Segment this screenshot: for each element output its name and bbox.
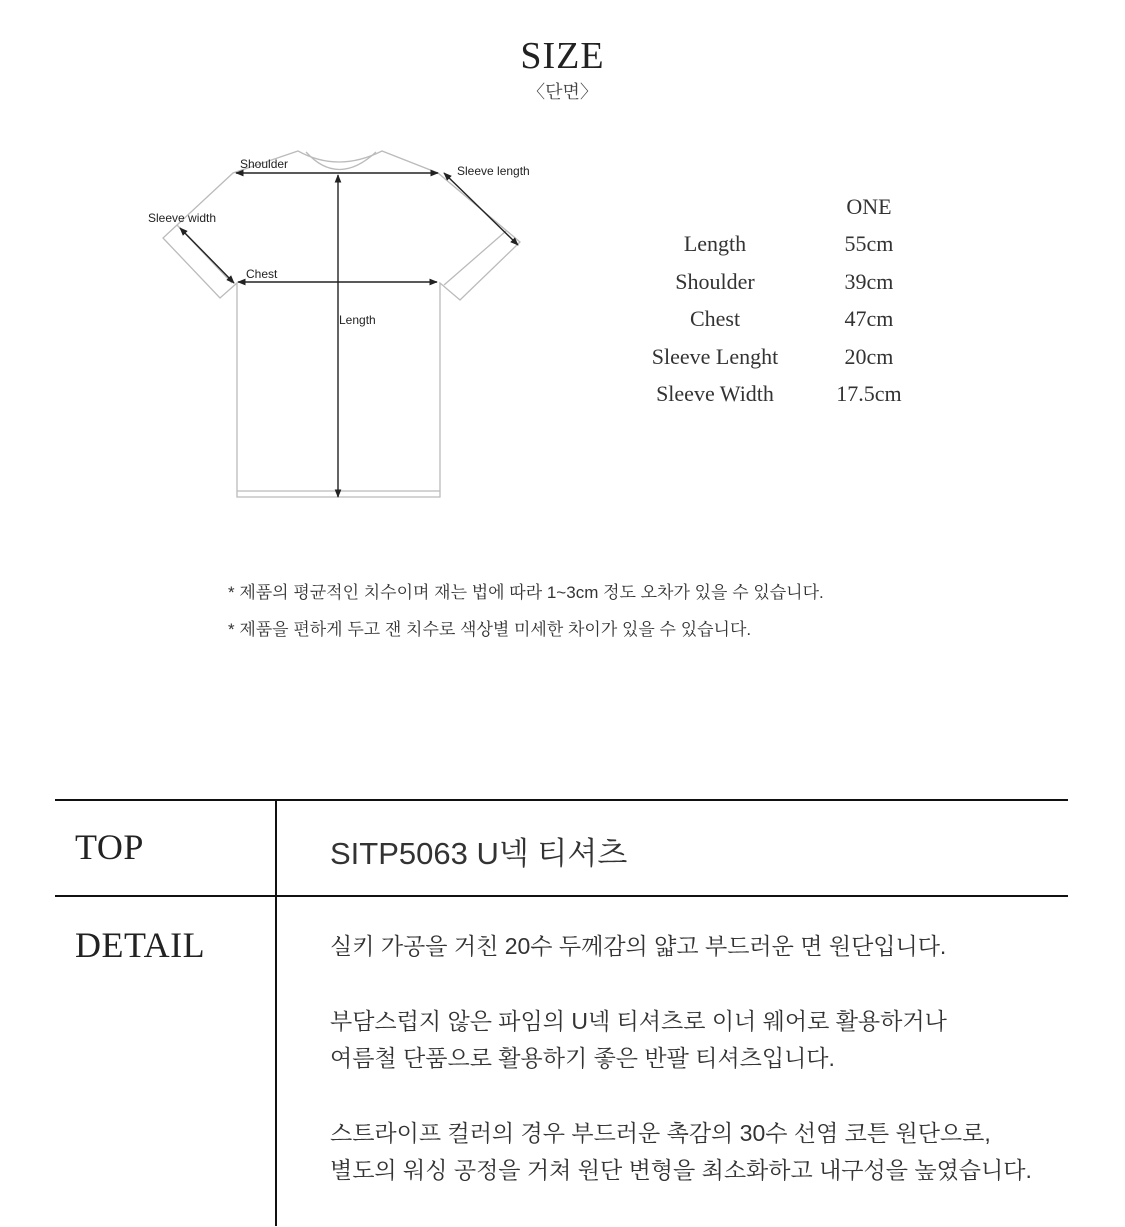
sleeve-length-label: Sleeve length: [457, 164, 530, 178]
detail-line: 실키 가공을 거친 20수 두께감의 얇고 부드러운 면 원단입니다.: [330, 933, 947, 959]
size-column-header: ONE: [846, 193, 892, 219]
size-row-value: 55cm: [844, 231, 894, 257]
size-row-label: Shoulder: [675, 268, 755, 294]
size-row: [620, 376, 928, 414]
table-column-divider: [275, 799, 277, 1226]
size-title: SIZE: [520, 35, 605, 77]
sleeve-width-arrow: [180, 228, 234, 283]
detail-line: 여름철 단품으로 활용하기 좋은 반팔 티셔츠입니다.: [330, 1045, 835, 1071]
tshirt-diagram: [140, 145, 560, 510]
size-row: [620, 226, 928, 264]
size-row-value: 17.5cm: [836, 381, 902, 407]
size-subtitle: 〈단면〉: [527, 82, 598, 102]
size-row: [620, 301, 928, 339]
size-notes: [228, 578, 824, 652]
table-top-border: [55, 799, 1068, 801]
detail-line: 부담스럽지 않은 파임의 U넥 티셔츠로 이너 웨어로 활용하거나: [330, 1008, 947, 1034]
shoulder-label: Shoulder: [240, 157, 289, 171]
size-row-label: Sleeve Width: [656, 381, 774, 407]
sleeve-length-arrow: [444, 173, 518, 245]
size-row-label: Length: [683, 231, 747, 257]
size-row: [620, 263, 928, 301]
table-row-divider: [55, 895, 1068, 897]
top-label: TOP: [75, 827, 144, 867]
size-row-value: 20cm: [844, 343, 894, 369]
product-name: SITP5063 U넥 티셔츠: [330, 836, 628, 871]
size-table-header: [620, 188, 928, 226]
size-row-label: Sleeve Lenght: [651, 343, 779, 369]
detail-text: [330, 928, 1032, 1227]
detail-label: DETAIL: [75, 925, 206, 965]
size-table: [620, 188, 928, 413]
note-line: * 제품을 편하게 두고 잰 치수로 색상별 미세한 차이가 있을 수 있습니다.: [228, 620, 752, 639]
note-line: * 제품의 평균적인 치수이며 재는 법에 따라 1~3cm 정도 오차가 있을 수 있습니다.: [228, 583, 824, 602]
detail-line: 스트라이프 컬러의 경우 부드러운 촉감의 30수 선염 코튼 원단으로,: [330, 1120, 991, 1146]
length-label: Length: [339, 313, 376, 327]
size-row-value: 39cm: [844, 268, 894, 294]
size-row: [620, 338, 928, 376]
size-row-label: Chest: [689, 306, 741, 332]
size-row-value: 47cm: [844, 306, 894, 332]
sleeve-width-label: Sleeve width: [148, 211, 217, 225]
chest-label: Chest: [246, 267, 278, 281]
detail-line: 별도의 워싱 공정을 거쳐 원단 변형을 최소화하고 내구성을 높였습니다.: [330, 1157, 1032, 1183]
measure-lines: [180, 173, 518, 497]
